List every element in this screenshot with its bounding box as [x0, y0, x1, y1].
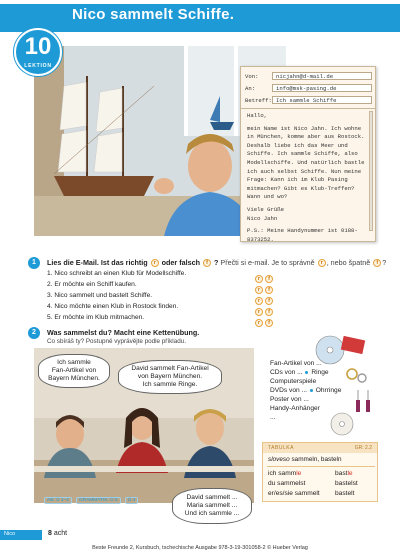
grammar-cell: du sammelst	[268, 480, 306, 487]
exercise-1-subtitle-part1: Přečti si e-mail. Je to správně	[220, 258, 315, 267]
vocab-extra: Ohrringe	[315, 387, 342, 394]
collectibles-illustration	[312, 334, 376, 438]
grammar-label-rest: sammeln, basteln	[291, 456, 342, 463]
vocab-extra: Ringe	[311, 369, 329, 376]
exercise-1-subtitle-part3: ?	[382, 258, 387, 267]
speech-bubble-bottom	[172, 488, 252, 524]
spatne-badge: f	[373, 259, 381, 267]
vocab-word: CDs von ...	[270, 369, 303, 376]
email-from-value: nicjahn@d-mail.de	[276, 73, 334, 80]
email-paragraph: mein Name ist Nico Jahn. Ich wohne in München, komme aber aus Rostock. Deshalb liebe ich das Meer und Schiffe. Ich sammle Schiffe, also Modellschiffe. Und natürlich bastle ich auch selbst Schiffe. Nun meine Frage: Kann ich im Klub Pasing mitmachen? Gibt es Klub-Treffen? Wann und wo?	[247, 124, 365, 201]
vocab-word: Computerspiele	[270, 378, 317, 385]
email-subject-label: Betreff:	[245, 97, 272, 104]
page-number-word: acht	[53, 530, 68, 537]
ring-icon	[347, 369, 357, 379]
vocab-word: Fan-Artikel von ...	[270, 360, 322, 367]
grammar-table	[262, 442, 378, 502]
bubble-left-line: Fan-Artikel von	[51, 367, 97, 374]
falsch-choice[interactable]: f	[265, 319, 273, 327]
earring-icon	[366, 400, 370, 412]
page-title: Nico sammelt Schiffe.	[72, 6, 235, 23]
bullet-icon	[305, 371, 308, 374]
email-postscript: P.S.: Meine Handynummer ist 0188-8373252.	[247, 227, 358, 243]
email-closing: Viele Grüße	[247, 205, 284, 213]
richtig-choice[interactable]: r	[255, 297, 263, 305]
richtig-choice[interactable]: r	[255, 308, 263, 316]
grammar-ref: GR: 2.2	[354, 445, 372, 451]
bubble-bottom-line: Und ich sammle ...	[184, 510, 240, 517]
email-to-value: info@msk-pasing.de	[276, 85, 337, 92]
ring-icon	[358, 374, 366, 382]
answer-choice-pair	[254, 314, 274, 332]
bubble-middle-line: Ich sammle Ringe.	[142, 381, 198, 388]
email-to-row	[245, 85, 337, 92]
exercise-1-title-part2: oder falsch	[161, 258, 201, 267]
bubble-middle-line: David sammelt Fan-Artikel	[131, 365, 209, 372]
copyright-line: Beste Freunde 2, Kursbuch, tschechische Ausgabe 978-3-19-301058-2 © Hueber Verlag	[92, 545, 308, 551]
lesson-badge	[14, 28, 62, 76]
email-header	[241, 67, 375, 109]
email-signature: Nico Jahn	[247, 214, 278, 222]
email-from-label: Von:	[245, 73, 259, 80]
vocab-word: Poster von ...	[270, 396, 309, 403]
email-from-row	[245, 73, 334, 80]
email-body	[247, 112, 371, 248]
exercise-1-subtitle-part2: , nebo špatně	[326, 258, 371, 267]
ref-arbeitsbuch[interactable]: AB: Ü 1–2	[44, 497, 72, 504]
exercise-1-title	[47, 258, 386, 267]
falsch-choice[interactable]: f	[265, 297, 273, 305]
richtig-choice[interactable]: r	[255, 319, 263, 327]
exercise-1-number: 1	[28, 257, 40, 269]
bubble-bottom-line: David sammelt ...	[186, 494, 238, 501]
vocab-word: DVDs von ...	[270, 387, 308, 394]
vocab-item	[270, 396, 309, 403]
bubble-left-line: Bayern München.	[48, 375, 100, 382]
email-subject-row	[245, 97, 337, 104]
grammar-ending: le	[347, 470, 353, 477]
exercise-2-title: Was sammelst du? Macht eine Kettenübung.	[47, 328, 200, 337]
list-item: 2. Er möchte ein Schiff kaufen.	[47, 281, 137, 288]
richtig-badge: r	[151, 259, 159, 267]
vocab-word: Handy-Anhänger	[270, 405, 320, 412]
email-card	[240, 66, 376, 242]
vocab-word: ...	[270, 414, 276, 421]
falsch-choice[interactable]: f	[265, 275, 273, 283]
falsch-choice[interactable]: f	[265, 308, 273, 316]
grammar-cell: bastelt	[335, 490, 355, 497]
list-item: 1. Nico schreibt an einen Klub für Modellschiffe.	[47, 270, 187, 277]
bubble-middle-line: von Bayern München.	[137, 373, 203, 380]
speech-bubble-left	[38, 354, 110, 388]
exercise-1-title-part1: Lies die E-Mail. Ist das richtig	[47, 258, 148, 267]
email-greeting: Hallo,	[247, 112, 268, 119]
grammar-cell: bastelst	[335, 480, 358, 487]
page-number-digit: 8	[48, 530, 52, 537]
bubble-bottom-line: Maria sammelt ...	[186, 502, 238, 509]
grammar-divider	[267, 466, 375, 467]
spravne-badge: r	[318, 259, 326, 267]
grammar-cell	[268, 470, 301, 477]
exercise-2-number: 2	[28, 327, 40, 339]
list-item: 5. Er möchte im Klub mitmachen.	[47, 314, 145, 321]
grammar-tag: TABULKA	[268, 445, 294, 451]
email-to-label: An:	[245, 85, 256, 92]
lesson-number: 10	[24, 33, 52, 60]
ref-uebung[interactable]: Ü 4	[125, 497, 138, 504]
list-item: 3. Nico sammelt und bastelt Schiffe.	[47, 292, 153, 299]
footer-tab-label: Nico	[4, 531, 16, 537]
email-subject-value: Ich sammle Schiffe	[276, 97, 337, 104]
richtig-choice[interactable]: r	[255, 286, 263, 294]
falsch-badge: f	[203, 259, 211, 267]
vocab-item	[270, 414, 276, 421]
speech-bubble-middle	[118, 360, 222, 394]
grammar-cell: er/es/sie sammelt	[268, 490, 320, 497]
reference-bar	[44, 498, 142, 503]
vocab-item	[270, 378, 316, 385]
lesson-label: LEKTION	[24, 63, 52, 69]
exercise-2-subtitle: Co sbíráš ty? Postupně vyprávějte podle příkladu.	[47, 338, 186, 345]
page-number	[48, 530, 67, 537]
bubble-left-line: Ich sammle	[57, 359, 91, 366]
grammar-stem: ich samm	[268, 470, 297, 477]
grammar-label-italic: sloveso	[268, 456, 290, 463]
grammar-cell	[335, 470, 353, 477]
fan-scarf-icon	[341, 336, 365, 354]
exercise-1-title-part3: ?	[214, 258, 219, 267]
grammar-stem: bast	[335, 470, 348, 477]
ref-grammatik[interactable]: GRAMMATIK: Ü 5	[76, 497, 121, 504]
grammar-label	[268, 456, 342, 463]
richtig-choice[interactable]: r	[255, 275, 263, 283]
grammar-ending: le	[296, 470, 302, 477]
earring-icon	[356, 400, 360, 412]
falsch-choice[interactable]: f	[265, 286, 273, 294]
list-item: 4. Nico möchte einen Klub in Rostock finden.	[47, 303, 179, 310]
